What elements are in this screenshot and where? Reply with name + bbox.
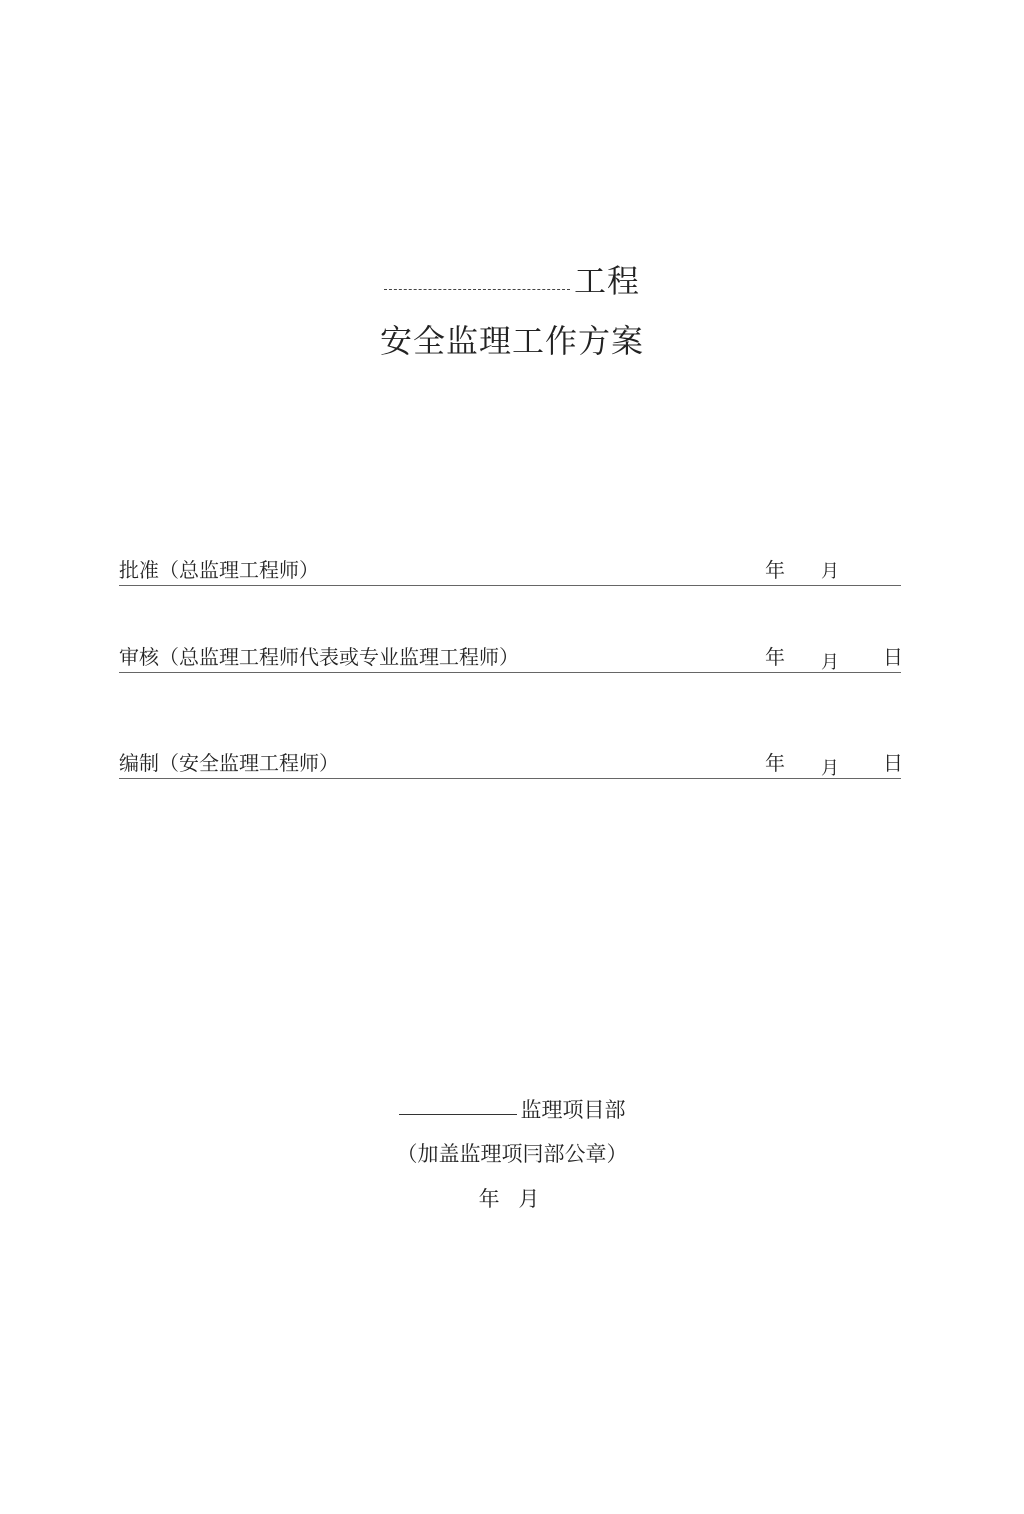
review-signature-row — [119, 640, 901, 673]
project-title — [0, 256, 1024, 302]
dept-name-blank — [399, 1096, 517, 1115]
supervision-dept — [0, 1094, 1024, 1124]
compile-day: 日 — [883, 751, 903, 775]
seal-note: （加盖监理项冃部公章） — [396, 1142, 628, 1166]
footer-date: 年 月 — [478, 1187, 546, 1211]
approval-month: 月 — [821, 561, 839, 582]
dept-suffix: 监理项目部 — [520, 1098, 626, 1122]
review-label: 审核（总监理工程师代表或专业监理工程师） — [119, 645, 519, 669]
document-title: 安全监理工作方案 — [379, 322, 644, 360]
compile-year: 年 — [765, 751, 785, 775]
review-day: 日 — [883, 645, 903, 669]
review-year: 年 — [765, 645, 785, 669]
project-name-blank — [384, 265, 570, 290]
approval-label: 批准（总监理工程师） — [119, 558, 319, 582]
project-title-suffix: 工程 — [573, 262, 640, 300]
compile-signature-row — [119, 746, 901, 779]
approval-year: 年 — [765, 558, 785, 582]
compile-month: 月 — [821, 758, 839, 779]
review-month: 月 — [821, 652, 839, 673]
compile-label: 编制（安全监理工程师） — [119, 751, 339, 775]
approval-signature-row — [119, 553, 901, 586]
